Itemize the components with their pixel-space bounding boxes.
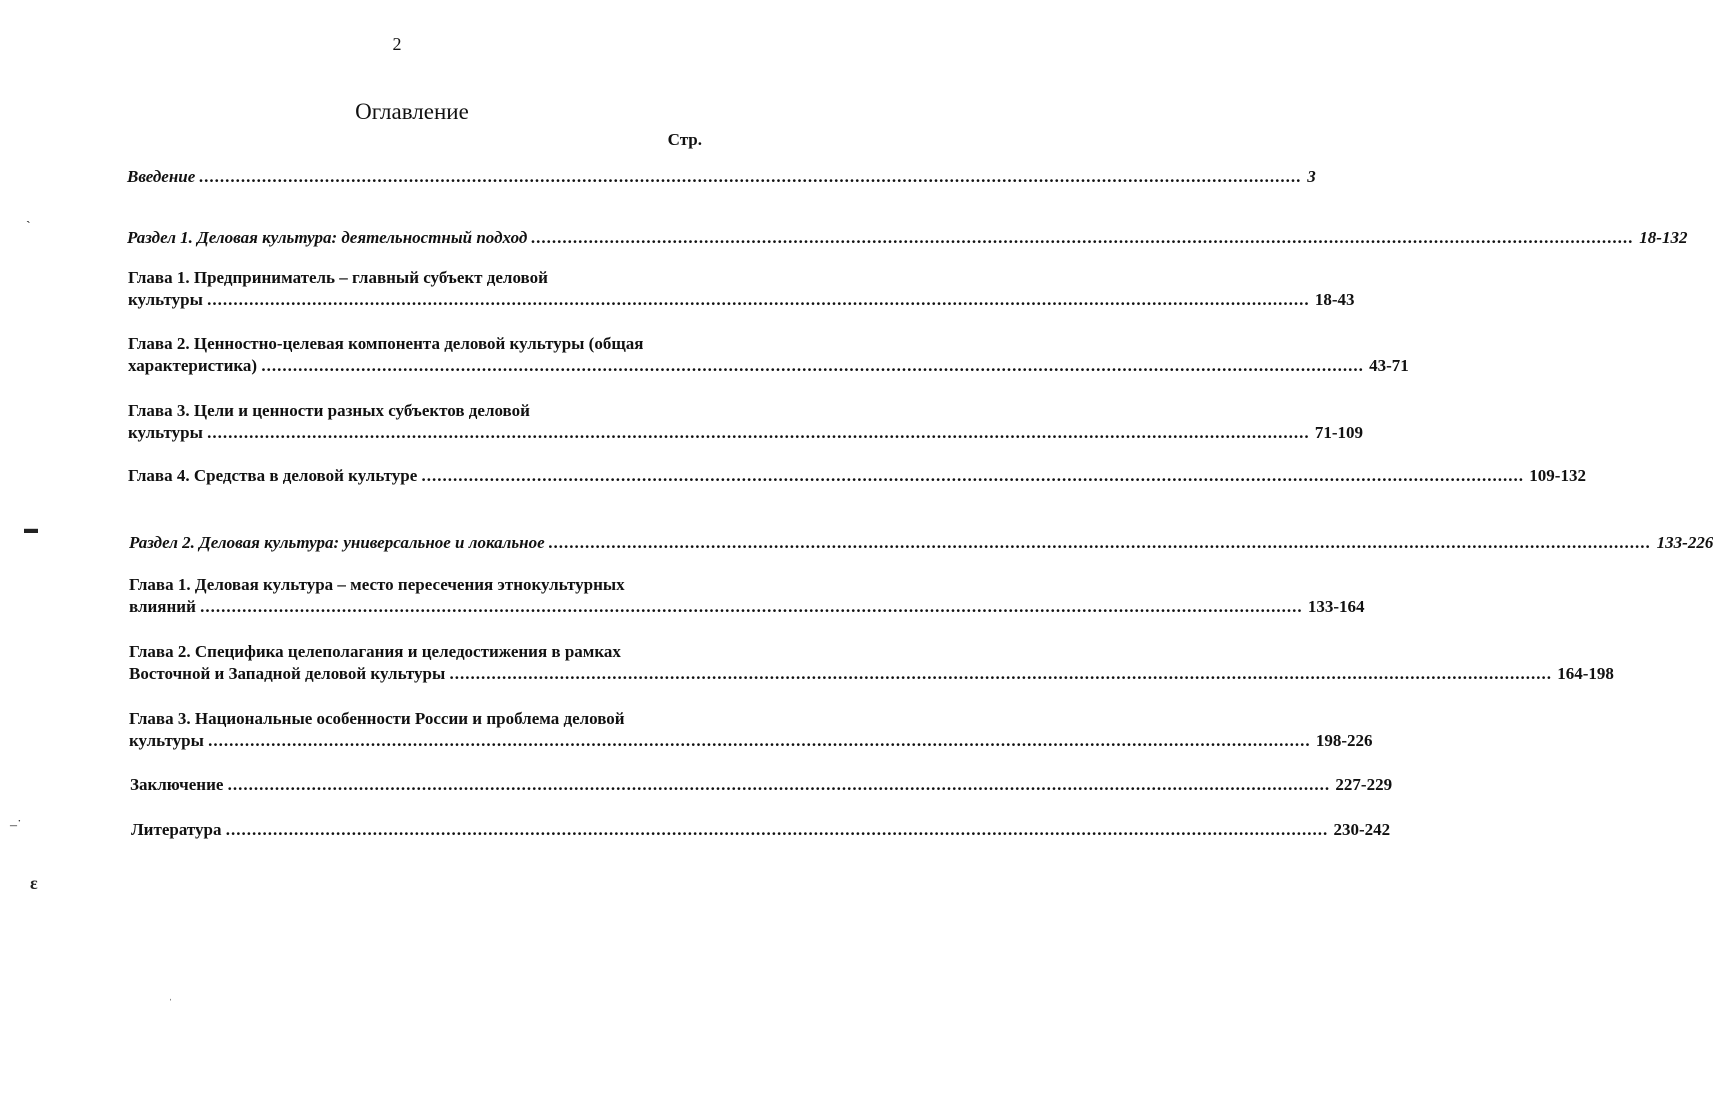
toc-entry-pages: 43-71 [1369,356,1409,375]
pages-column-header: Стр. [667,130,702,149]
dot-leader [200,597,1303,616]
toc-entry-part2[interactable] [129,532,1713,554]
toc-entry-label: Заключение [130,775,224,794]
dot-leader [261,356,1364,375]
toc-entry-p2-ch2[interactable] [129,641,1614,685]
toc-entry-label-cont: характеристика) [128,356,258,375]
toc-entry-label: Глава 1. Предприниматель – главный субъект деловой [128,268,548,287]
page-title: Оглавление [355,99,469,124]
scan-speck: ˎ [26,209,31,224]
dot-leader [532,228,1635,247]
toc-entry-pages: 198-226 [1315,731,1373,750]
toc-entry-label: Введение [127,167,196,186]
scan-speck: ˌ [169,990,173,1001]
toc-entry-label: Глава 3. Национальные особенности России и проблема деловой [129,709,625,728]
scan-speck: ε [30,873,38,893]
toc-entry-label-cont: культуры [129,731,204,750]
toc-entry-pages: 71-109 [1314,423,1364,442]
toc-entry-pages: 227-229 [1335,775,1393,794]
toc-entry-p2-ch1[interactable] [129,574,1365,618]
toc-entry-literature[interactable] [131,819,1391,841]
dot-leader [450,664,1553,683]
toc-entry-pages: 3 [1307,167,1316,186]
dot-leader [200,167,1303,186]
scan-speck: ▬ [24,522,38,537]
page-number: 2 [392,34,402,54]
toc-entry-label: Раздел 1. Деловая культура: деятельностный подход [127,228,528,247]
toc-entry-label: Раздел 2. Деловая культура: универсальное и локальное [129,533,545,552]
toc-entry-pages: 133-226 [1656,533,1713,552]
toc-entry-label: Глава 1. Деловая культура – место пересечения этнокультурных [129,575,625,594]
toc-entry-pages: 18-43 [1314,290,1355,309]
toc-entry-label: Глава 2. Ценностно-целевая компонента деловой культуры (общая [128,334,644,353]
dot-leader [208,731,1311,750]
toc-entry-label: Литература [131,820,222,839]
scan-speck: ‒˙ [10,818,22,833]
dot-leader [228,775,1331,794]
toc-entry-pages: 164-198 [1557,664,1614,683]
dot-leader [207,423,1310,442]
toc-entry-pages: 109-132 [1529,466,1586,485]
toc-entry-pages: 230-242 [1333,820,1391,839]
toc-entry-p1-ch3[interactable] [128,400,1364,444]
toc-entry-label-cont: влияний [129,597,196,616]
toc-entry-p1-ch4[interactable] [128,465,1586,487]
dot-leader [422,466,1525,485]
toc-entry-label-cont: Восточной и Западной деловой культуры [129,664,446,683]
toc-entry-pages: 18-132 [1639,228,1688,247]
dot-leader [226,820,1329,839]
toc-entry-p2-ch3[interactable] [129,708,1373,752]
toc-entry-label: Глава 4. Средства в деловой культуре [128,466,418,485]
toc-entry-pages: 133-164 [1307,597,1365,616]
dot-leader [207,290,1310,309]
toc-entry-part1[interactable] [127,227,1688,249]
toc-entry-label-cont: культуры [128,290,203,309]
toc-entry-p1-ch1[interactable] [128,267,1355,311]
toc-entry-label-cont: культуры [128,423,203,442]
toc-entry-intro[interactable] [127,166,1316,188]
dot-leader [549,533,1652,552]
toc-entry-conclusion[interactable] [130,774,1393,796]
toc-entry-label: Глава 3. Цели и ценности разных субъектов деловой [128,401,530,420]
toc-entry-p1-ch2[interactable] [128,333,1409,377]
toc-entry-label: Глава 2. Специфика целеполагания и целедостижения в рамках [129,642,621,661]
